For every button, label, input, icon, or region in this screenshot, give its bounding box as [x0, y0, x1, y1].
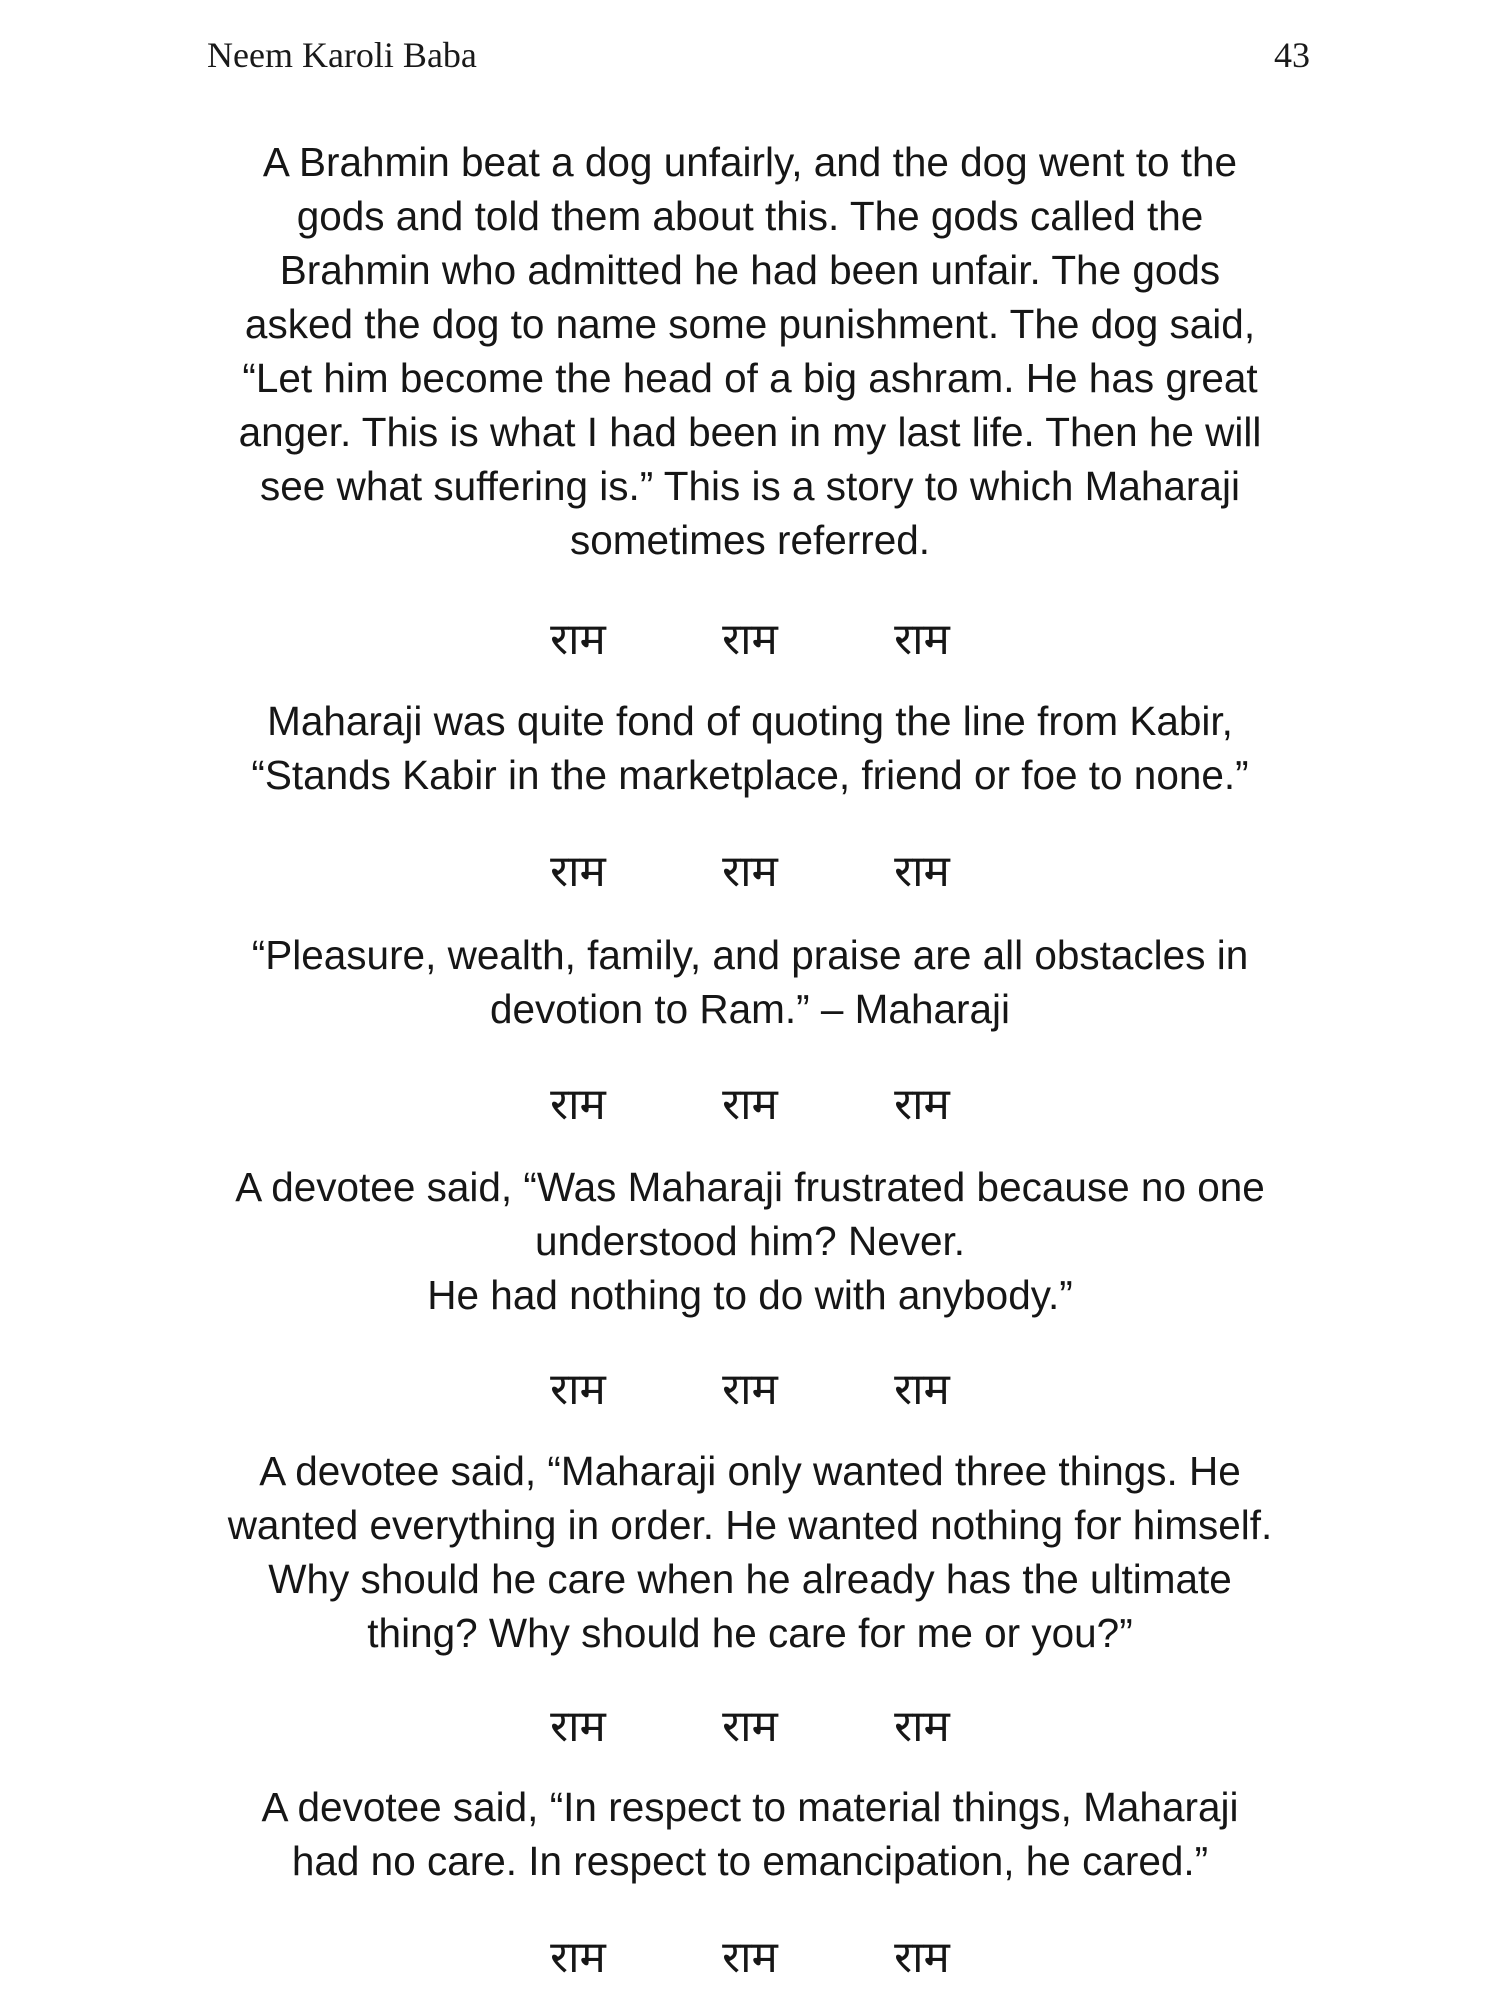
ram-word: राम	[894, 846, 950, 897]
ram-word: राम	[894, 1079, 950, 1130]
ram-separator	[500, 1075, 1000, 1135]
ram-word: राम	[550, 1701, 606, 1752]
passage-line: A Brahmin beat a dog unfairly, and the dog went to the	[262, 139, 1238, 185]
passage-line: understood him? Never.	[535, 1218, 965, 1264]
ram-word: राम	[550, 1079, 606, 1130]
ram-word: राम	[894, 1701, 950, 1752]
ram-word: राम	[722, 1932, 778, 1983]
passage-line: A devotee said, “Maharaji only wanted three things. He	[259, 1448, 1241, 1494]
passage-obstacles-quote	[150, 928, 1350, 1036]
passage-line: sometimes referred.	[569, 517, 931, 563]
ram-separator	[500, 1928, 1000, 1988]
ram-separator	[500, 610, 1000, 670]
passage-line: Maharaji was quite fond of quoting the line from Kabir,	[267, 698, 1233, 744]
passage-line: Brahmin who admitted he had been unfair. The gods	[279, 247, 1221, 293]
passage-line: “Let him become the head of a big ashram. He has great	[242, 355, 1258, 401]
ram-word: राम	[550, 1932, 606, 1983]
passage-line: A devotee said, “In respect to material things, Maharaji	[261, 1784, 1239, 1830]
ram-word: राम	[722, 1079, 778, 1130]
ram-word: राम	[550, 614, 606, 665]
ram-word: राम	[550, 846, 606, 897]
passage-frustrated	[150, 1160, 1350, 1322]
ram-word: राम	[722, 1701, 778, 1752]
passage-line: asked the dog to name some punishment. The dog said,	[244, 301, 1256, 347]
passage-brahmin-dog	[150, 135, 1350, 567]
ram-word: राम	[722, 1364, 778, 1415]
passage-line: gods and told them about this. The gods called the	[296, 193, 1204, 239]
passage-material-things	[150, 1780, 1350, 1888]
passage-three-things	[150, 1444, 1350, 1660]
running-head: Neem Karoli Baba	[207, 35, 477, 75]
passage-line: see what suffering is.” This is a story to which Maharaji	[260, 463, 1240, 509]
ram-separator	[500, 1360, 1000, 1420]
ram-separator	[500, 1697, 1000, 1757]
passage-line: wanted everything in order. He wanted nothing for himself.	[227, 1502, 1273, 1548]
passage-line: devotion to Ram.” – Maharaji	[490, 986, 1010, 1032]
ram-separator	[500, 842, 1000, 902]
ram-word: राम	[722, 614, 778, 665]
passage-line: He had nothing to do with anybody.”	[427, 1272, 1073, 1318]
passage-line: thing? Why should he care for me or you?”	[367, 1610, 1133, 1656]
passage-line: A devotee said, “Was Maharaji frustrated because no one	[235, 1164, 1265, 1210]
ram-word: राम	[722, 846, 778, 897]
ram-word: राम	[894, 614, 950, 665]
passage-line: “Stands Kabir in the marketplace, friend or foe to none.”	[251, 752, 1249, 798]
passage-line: anger. This is what I had been in my last life. Then he will	[238, 409, 1262, 455]
passage-kabir-quote	[150, 694, 1350, 802]
ram-word: राम	[894, 1364, 950, 1415]
ram-word: राम	[894, 1932, 950, 1983]
ram-word: राम	[550, 1364, 606, 1415]
passage-line: “Pleasure, wealth, family, and praise are all obstacles in	[251, 932, 1249, 978]
page-number: 43	[1274, 35, 1310, 75]
passage-line: Why should he care when he already has the ultimate	[268, 1556, 1232, 1602]
passage-line: had no care. In respect to emancipation, he cared.”	[291, 1838, 1209, 1884]
